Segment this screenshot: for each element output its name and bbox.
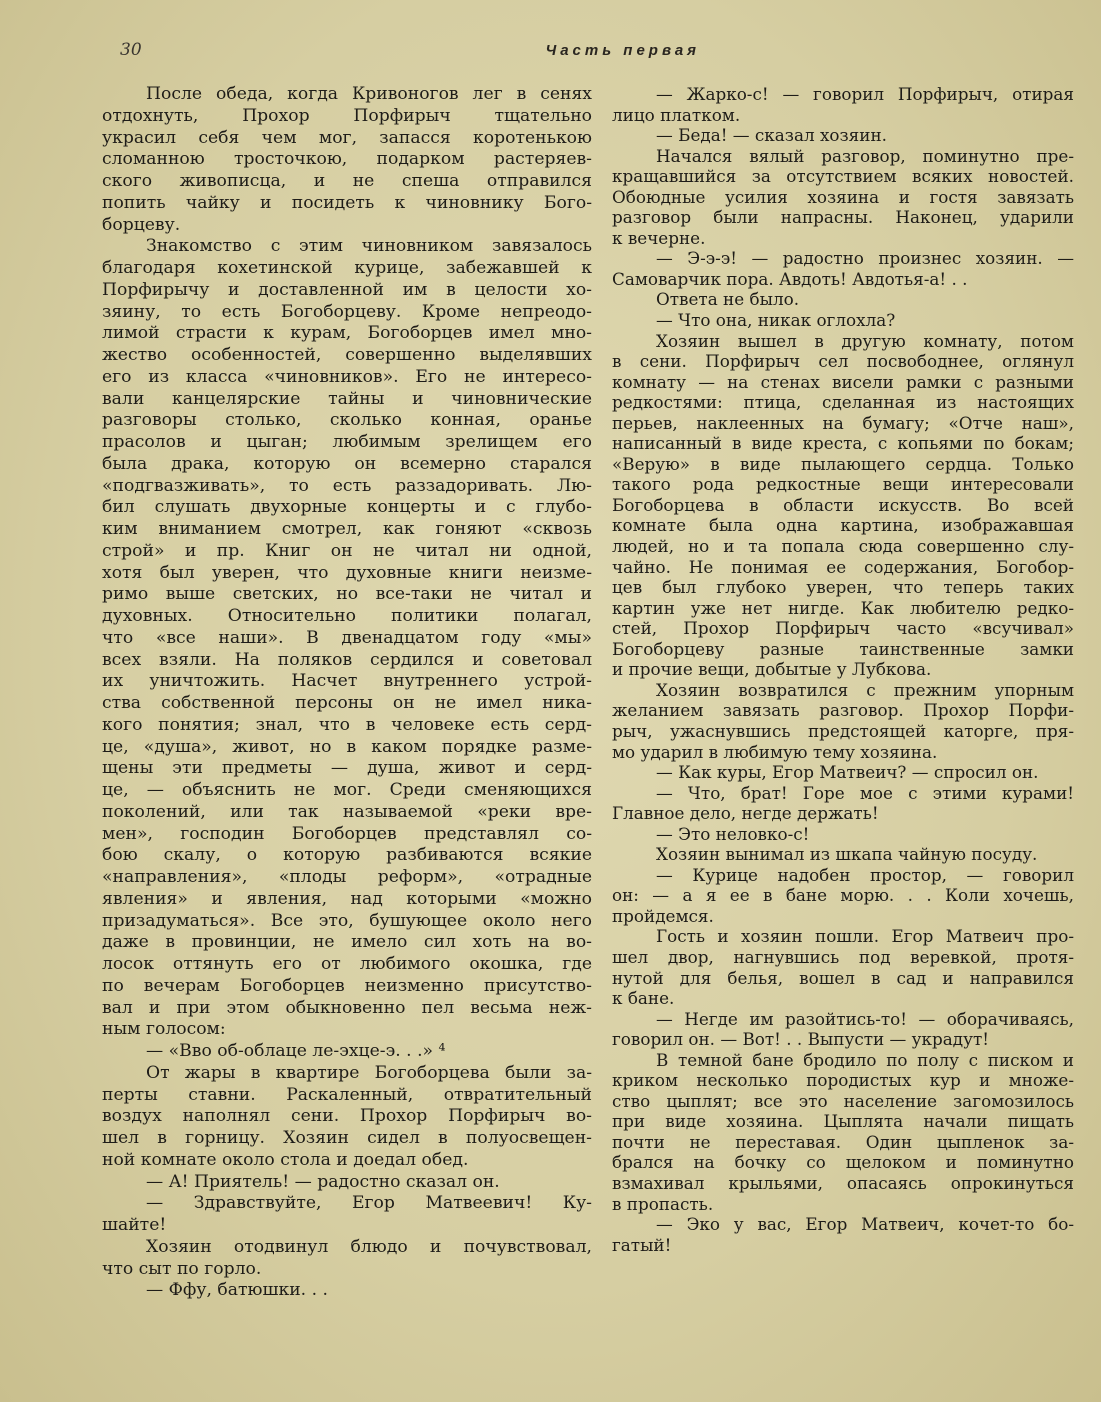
text-line: криком несколько породистых кур и множе- [612, 1070, 1074, 1091]
text-line: Главное дело, негде держать! [612, 803, 879, 824]
text-line: — Беда! — сказал хозяин. [656, 125, 887, 146]
text-line: картин уже нет нигде. Как любителю редко- [612, 597, 1074, 618]
text-line: ство цыплят; все это население загомозилось [612, 1090, 1074, 1111]
text-line: — Негде им разойтись-то! — оборачиваясь, [656, 1008, 1074, 1029]
text-line: стей, Прохор Порфирыч часто «всучивал» [612, 618, 1074, 639]
text-line: ского живописца, и не спеша отправился [102, 171, 592, 191]
text-line: Хозяин отодвинул блюдо и почувствовал, [146, 1236, 592, 1257]
paragraph [102, 1193, 592, 1237]
text-line: к бане. [612, 988, 675, 1009]
text-line: це, — объяснить не мог. Среди сменяющихся [102, 780, 592, 800]
text-line: «направления», «плоды реформ», «отрадные [102, 867, 592, 887]
text-line: была драка, которую он всемерно старался [102, 453, 592, 474]
text-line: В темной бане бродило по полу с писком и [656, 1049, 1074, 1070]
text-line: — А! Приятель! — радостно сказал он. [146, 1171, 500, 1192]
text-line: жество особенностей, совершенно выделявших [102, 345, 592, 365]
text-line: благодаря кохетинской курице, забежавшей к [102, 258, 592, 278]
paragraph [612, 844, 1074, 865]
text-line: — «Вво об-облаце ле-эхце-э. . .» ⁴ [146, 1041, 446, 1061]
text-line: После обеда, когда Кривоногов лег в сенях [146, 84, 592, 104]
text-line: их уничтожить. Насчет внутреннего устрой- [102, 671, 592, 692]
text-line: и прочие вещи, добытые у Лубкова. [612, 659, 932, 680]
text-line: Хозяин вынимал из шкапа чайную посуду. [656, 844, 1038, 865]
page-header [120, 40, 700, 70]
text-line: гатый! [612, 1234, 672, 1255]
text-line: рыч, ужаснувшись предстоящей каторге, пря- [612, 720, 1074, 741]
text-line: его из класса «чиновников». Его не интересо- [102, 366, 592, 387]
text-line: по вечерам Богоборцев неизменно присутство- [102, 975, 592, 996]
text-line: «подгвазживать», то есть раззадоривать. Лю- [102, 475, 592, 496]
text-line: перьев, наклеенных на бумагу; «Отче наш», [612, 412, 1074, 433]
text-line: Гость и хозяин пошли. Егор Матвеич про- [656, 926, 1074, 947]
text-line: разговор были напрасны. Наконец, ударили [612, 207, 1074, 228]
text-line: отдохнуть, Прохор Порфирыч тщательно [102, 105, 592, 126]
text-line: Хозяин возвратился с прежним упорным [656, 679, 1074, 700]
paragraph [612, 146, 1074, 249]
left-column [102, 84, 592, 1302]
text-line: щены эти предметы — душа, живот и серд- [102, 758, 592, 779]
text-line: к вечерне. [612, 227, 706, 248]
paragraph [612, 783, 1074, 824]
text-line: говорил он. — Вот! . . Выпусти — украдут! [612, 1029, 989, 1050]
right-column [612, 84, 1074, 1255]
text-line: пройдемся. [612, 905, 714, 926]
text-line: такого рода редкостные вещи интересовали [612, 474, 1074, 495]
text-line: Обоюдные усилия хозяина и гостя завязать [612, 186, 1074, 207]
paragraph [612, 824, 1074, 845]
text-line: «Верую» в виде пылающего сердца. Только [612, 453, 1074, 474]
text-line: мен», господин Богоборцев представлял со- [102, 823, 592, 844]
text-line: явления» и явления, над которыми «можно [102, 888, 592, 909]
text-line: воздух наполнял сени. Прохор Порфирыч во- [102, 1106, 592, 1127]
text-line: — Как куры, Егор Матвеич? — спросил он. [656, 762, 1039, 783]
text-line: написанный в виде креста, с копьями по бокам; [612, 433, 1074, 454]
text-line: духовных. Относительно политики полагал, [102, 606, 592, 626]
text-line: вал и при этом обыкновенно пел весьма неж- [102, 997, 592, 1018]
text-line: лимой страсти к курам, Богоборцев имел мно- [102, 323, 592, 344]
text-line: — Эко у вас, Егор Матвеич, кочет-то бо- [656, 1214, 1074, 1235]
text-line: — Это неловко-с! [656, 823, 810, 844]
text-line: ким вниманием смотрел, как гоняют «сквозь [102, 519, 592, 539]
text-line: прасолов и цыган; любимым зрелищем его [102, 432, 592, 452]
paragraph [612, 125, 1074, 146]
text-line: он: — а я ее в бане морю. . . Коли хочешь, [612, 885, 1074, 906]
text-line: кращавшийся за отсутствием всяких новостей. [612, 166, 1074, 187]
paragraph [612, 762, 1074, 783]
text-line: в сени. Порфирыч сел посвободнее, оглянул [612, 351, 1074, 372]
text-line: бою скалу, о которую разбиваются всякие [102, 845, 592, 866]
text-line: лицо платком. [612, 104, 741, 125]
text-line: нутой для белья, вошел в сад и направился [612, 967, 1074, 988]
text-line: что «все наши». В двенадцатом году «мы» [102, 627, 592, 648]
text-line: — Здравствуйте, Егор Матвеевич! Ку- [146, 1193, 592, 1214]
text-line: поколений, или так называемой «реки вре- [102, 801, 592, 822]
text-line: Хозяин вышел в другую комнату, потом [656, 330, 1074, 351]
text-line: почти не переставая. Один цыпленок за- [612, 1131, 1074, 1152]
text-line: что сыт по горло. [102, 1258, 262, 1279]
text-line: шел двор, нагнувшись под веревкой, протя- [612, 946, 1074, 967]
text-line: взмахивал крыльями, опасаясь опрокинуться [612, 1172, 1074, 1193]
text-line: Богоборцева в области искусств. Во всей [612, 494, 1074, 515]
text-line: От жары в квартире Богоборцева были за- [146, 1062, 592, 1083]
text-line: в пропасть. [612, 1193, 714, 1214]
text-line: Самоварчик пора. Авдоть! Авдотья-а! . . [612, 268, 968, 289]
running-head: Часть первая [545, 42, 700, 59]
text-line: редкостями: птица, сделанная из настоящих [612, 392, 1074, 413]
text-line: Богоборцеву разные таинственные замки [612, 638, 1074, 659]
text-line: цев был глубоко уверен, что теперь таких [612, 577, 1074, 598]
text-line: украсил себя чем мог, запасся коротенькою [102, 127, 592, 148]
paragraph [102, 84, 592, 236]
text-line: при виде хозяина. Цыплята начали пищать [612, 1111, 1074, 1132]
paragraph [612, 84, 1074, 125]
paragraph [102, 1280, 592, 1302]
text-line: кого понятия; знал, что в человеке есть серд- [102, 714, 592, 735]
text-line: Ответа не было. [656, 289, 800, 310]
text-line: брался на бочку со щелоком и поминутно [612, 1152, 1074, 1173]
paragraph [612, 1050, 1074, 1214]
text-line: сломанною тросточкою, подарком растеряев- [102, 149, 592, 170]
text-line: Порфирычу и доставленной им в целости хо- [102, 279, 592, 300]
text-line: це, «душа», живот, но в каком порядке разме- [102, 736, 592, 757]
paragraph [102, 1041, 592, 1063]
text-line: строй» и пр. Книг он не читал ни одной, [102, 540, 592, 561]
text-line: комнату — на стенах висели рамки с разными [612, 371, 1074, 392]
text-line: — Ффу, батюшки. . . [146, 1280, 328, 1301]
paragraph [102, 1172, 592, 1194]
page-number: 30 [120, 40, 142, 60]
text-line: лосок оттянуть его от любимого окошка, где [102, 954, 592, 974]
text-line: разговоры столько, сколько конная, оранье [102, 410, 592, 431]
paragraph [102, 236, 592, 1041]
text-line: шайте! [102, 1215, 167, 1235]
paragraph [612, 310, 1074, 331]
text-line: попить чайку и посидеть к чиновнику Бого- [102, 192, 592, 213]
text-line: мо ударил в любимую тему хозяина. [612, 741, 938, 762]
paragraph [612, 331, 1074, 680]
text-line: римо выше светских, но все-таки не читал и [102, 584, 592, 605]
text-line: — Что, брат! Горе мое с этими курами! [656, 782, 1074, 803]
text-line: ной комнате около стола и доедал обед. [102, 1149, 469, 1170]
text-line: — Э-э-э! — радостно произнес хозяин. — [656, 248, 1074, 269]
paragraph [612, 289, 1074, 310]
text-line: шел в горницу. Хозяин сидел в полуосвещен- [102, 1128, 592, 1148]
text-line: вали канцелярские тайны и чиновнические [102, 388, 592, 409]
text-line: хотя был уверен, что духовные книги неизме- [102, 562, 592, 583]
paragraph [102, 1063, 592, 1172]
text-line: зяину, то есть Богоборцеву. Кроме непреодо- [102, 301, 592, 322]
text-line: бил слушать двухорные концерты и с глубо- [102, 497, 592, 518]
text-line: Начался вялый разговор, поминутно пре- [656, 145, 1074, 166]
text-line: призадуматься». Все это, бушующее около него [102, 910, 592, 931]
text-line: — Что она, никак оглохла? [656, 310, 896, 331]
paragraph [612, 926, 1074, 1008]
text-line: даже в провинции, не имело сил хоть на во- [102, 932, 592, 953]
paragraph [612, 1214, 1074, 1255]
paragraph [612, 248, 1074, 289]
paragraph [612, 865, 1074, 927]
text-line: всех взяли. На поляков сердился и советовал [102, 649, 592, 670]
text-line: желанием завязать разговор. Прохор Порфи- [612, 700, 1074, 721]
text-line: перты ставни. Раскаленный, отвратительный [102, 1084, 592, 1105]
text-line: комнате была одна картина, изображавшая [612, 515, 1074, 536]
paragraph [612, 680, 1074, 762]
text-line: — Курице надобен простор, — говорил [656, 864, 1074, 885]
paragraph [612, 1009, 1074, 1050]
text-line: ства собственной персоны он не имел ника- [102, 693, 592, 713]
text-line: борцеву. [102, 214, 181, 235]
text-line: чайно. Не понимая ее содержания, Богобор- [612, 556, 1074, 577]
text-line: ным голосом: [102, 1019, 226, 1040]
text-line: людей, но и та попала сюда совершенно слу- [612, 536, 1074, 557]
text-line: — Жарко-с! — говорил Порфирыч, отирая [656, 84, 1074, 104]
text-line: Знакомство с этим чиновником завязалось [146, 236, 592, 257]
paragraph [102, 1237, 592, 1281]
